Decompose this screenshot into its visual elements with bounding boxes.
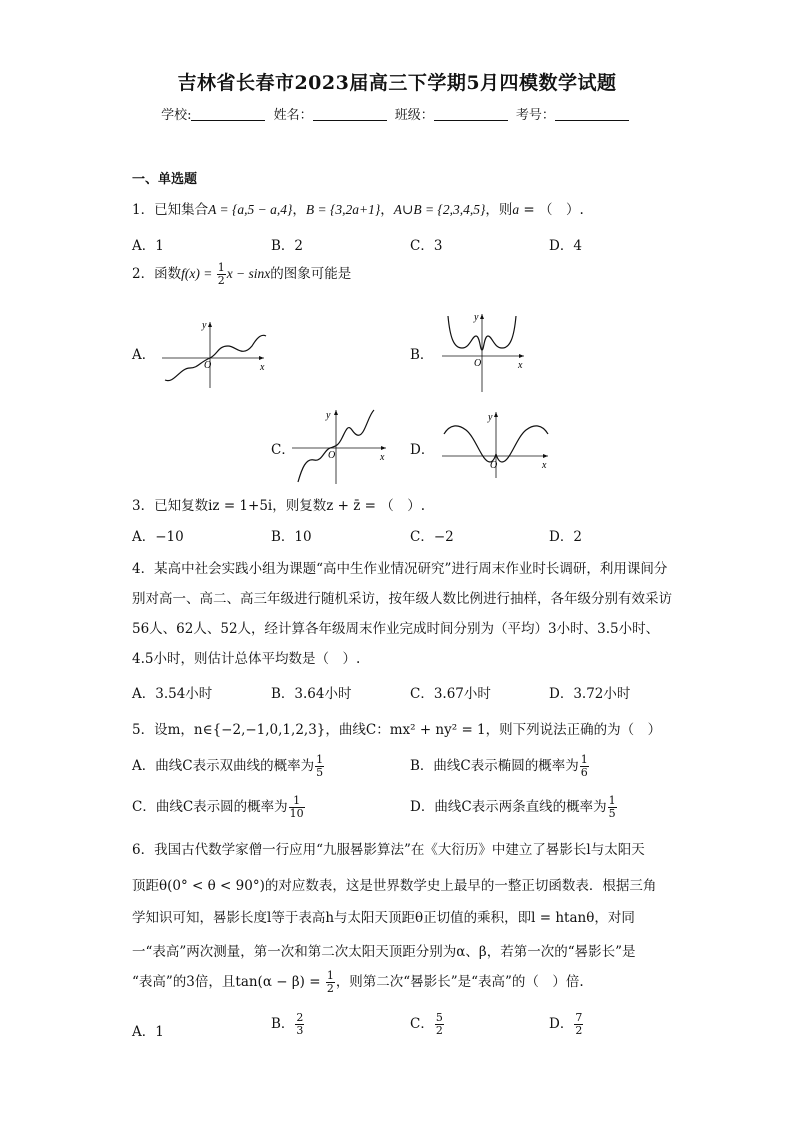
y-arrow-icon [494,412,498,417]
q5-number: 5． [132,722,155,738]
q3-option-d[interactable]: D．2 [549,529,582,545]
q2-option-c-label[interactable]: C． [271,442,295,458]
q2-option-b-label[interactable]: B． [410,347,434,363]
y-label: y [488,412,493,423]
x-label: x [518,360,523,371]
question-6-line-2: 顶距θ(0° < θ < 90°)的对应数表，这是世界数学史上最早的一整正切函数表．根据三角 [132,878,657,894]
q1-option-d[interactable]: D．4 [549,238,582,254]
q5-option-b[interactable] [410,754,590,779]
question-6-line-1 [132,838,645,858]
frac-den: 5 [608,807,616,820]
q4-number: 4． [132,561,155,577]
name-blank[interactable] [313,108,387,121]
q2-option-a-label[interactable]: A． [132,347,156,363]
q1-set-b: B = {3,2a+1} [305,202,381,217]
frac-den: 2 [326,982,334,995]
q2-text-tail: 的图象可能是 [270,266,352,282]
frac-den: 5 [316,766,324,779]
q6-text-tail: ，则第二次“晷影长”是“表高”的（ ）倍. [335,974,584,990]
q5-option-a[interactable] [132,754,325,779]
q2-frac-den: 2 [217,274,225,287]
question-1 [132,198,584,218]
origin-label: O [328,450,336,461]
q3-option-a[interactable]: A．−10 [132,529,184,545]
x-arrow-icon [381,446,386,450]
q1-blank: = （ ）. [519,202,584,218]
q6-option-b-fraction [295,1012,304,1037]
q6-option-b[interactable] [271,1012,305,1037]
frac-num: 2 [296,1011,304,1024]
q2-graph-a[interactable] [160,318,270,390]
frac-num: 7 [575,1011,583,1024]
q4-option-c[interactable]: C．3.67小时 [410,686,491,702]
question-6-line-4: 一“表高”两次测量，第一次和第二次太阳天顶距分别为α、β，若第一次的“晷影长”是 [132,944,636,960]
frac-num: 5 [435,1011,443,1024]
q1-text: 已知集合 [154,202,209,218]
q2-fx: f(x) = [181,266,216,281]
school-blank[interactable] [191,108,265,121]
q6-fraction [326,970,335,995]
q2-fraction [217,262,226,287]
q2-frac-num: 1 [217,261,225,274]
q5-option-c-fraction [289,795,305,820]
question-2 [132,262,351,287]
frac-den: 2 [575,1024,583,1037]
x-label: x [260,362,265,373]
q6-option-b-text: B． [271,1016,295,1032]
q5-option-d[interactable] [410,795,618,820]
q2-expr: x − sinx [226,266,271,281]
q2-graph-d[interactable] [440,410,552,480]
frac-den: 10 [289,807,304,820]
q6-option-d-fraction [574,1012,583,1037]
page-title: 吉林省长春市2023届高三下学期5月四模数学试题 [177,72,617,94]
y-label: y [202,320,207,331]
student-info-line [0,104,794,123]
q1-comma: ， [292,202,306,218]
frac-num: 1 [326,969,334,982]
class-blank[interactable] [434,108,508,121]
frac-den: 2 [435,1024,443,1037]
q1-option-b[interactable]: B．2 [271,238,304,254]
q4-option-b[interactable]: B．3.64小时 [271,686,352,702]
x-arrow-icon [519,354,524,358]
q6-option-d-text: D． [549,1016,574,1032]
q2-graph-b[interactable] [440,312,528,394]
x-arrow-icon [259,356,264,360]
q2-number: 2． [132,266,155,282]
q4-option-d[interactable]: D．3.72小时 [549,686,631,702]
q3-number: 3． [132,498,155,514]
q5-option-d-fraction [608,795,617,820]
frac-den: 6 [580,766,588,779]
y-label: y [474,312,479,323]
q1-number: 1． [132,202,155,218]
q5-option-d-text: D．曲线C表示两条直线的概率为 [410,799,607,815]
question-3 [132,494,425,514]
q3-option-b[interactable]: B．10 [271,529,312,545]
y-arrow-icon [480,314,484,319]
origin-label: O [474,358,482,369]
q3-text: 已知复数iz = 1+5i，则复数z + z̄ = （ ）. [154,498,426,514]
x-label: x [380,452,385,463]
origin-label: O [490,460,498,471]
frac-num: 1 [608,794,616,807]
class-label: 班级： [394,108,434,123]
q4-text: 某高中社会实践小组为课题“高中生作业情况研究”进行周末作业时长调研，利用课间分别对高一、高二、高三年级进行随机采访，按年级人数比例进行抽样，各年级分别有效采访56人、62人、52人，经计算各年级周末作业完成时间分别为（平均）3小时、3.5小时、4.5小时，则估计总体平均数是（ ）. [132,561,672,667]
section-title: 一、单选题 [132,172,198,187]
q5-option-c[interactable] [132,795,306,820]
exam-no-label: 考号： [515,108,555,123]
question-6-line-5 [132,970,584,995]
q4-option-a[interactable]: A．3.54小时 [132,686,213,702]
question-6-line-3: 学知识可知，晷影长度l等于表高h与太阳天顶距θ正切值的乘积，即l = htanθ，对同 [132,910,635,926]
frac-num: 1 [580,753,588,766]
frac-num: 1 [316,753,324,766]
question-4 [132,554,672,674]
q3-option-c[interactable]: C．−2 [410,529,454,545]
frac-num: 1 [289,795,305,808]
q6-option-c-text: C． [410,1016,434,1032]
q6-option-c[interactable] [410,1012,445,1037]
q1-option-a[interactable]: A．1 [132,238,164,254]
q5-option-c-text: C．曲线C表示圆的概率为 [132,799,288,815]
q5-option-b-fraction [580,754,589,779]
q1-comma: ， [380,202,394,218]
x-label: x [542,460,547,471]
q1-set-a: A = {a,5 − a,4} [208,202,293,217]
origin-label: O [204,360,212,371]
q6-number: 6． [132,842,155,858]
x-arrow-icon [543,454,548,458]
y-arrow-icon [334,410,338,415]
q5-text: 设m，n∈{−2,−1,0,1,2,3}，曲线C：mx² + ny² = 1，则下列说法正确的为（ ） [154,722,662,738]
q5-option-b-text: B．曲线C表示椭圆的概率为 [410,758,579,774]
y-label: y [326,410,331,421]
q6-text: 我国古代数学家僧一行应用“九服晷影算法”在《大衍历》中建立了晷影长l与太阳天 [154,842,645,858]
school-label: 学校: [161,108,192,123]
q6-option-c-fraction [435,1012,444,1037]
y-arrow-icon [208,322,212,327]
q1-union: A∪B = {2,3,4,5} [393,202,486,217]
q1-option-c[interactable]: C．3 [410,238,443,254]
q2-option-d-label[interactable]: D． [410,442,435,458]
frac-den: 3 [296,1024,304,1037]
question-5 [132,718,661,738]
q6-option-d[interactable] [549,1012,584,1037]
name-label: 姓名： [273,108,313,123]
q1-tail: ，则 [485,202,513,218]
q6-option-a[interactable]: A．1 [132,1024,164,1040]
q5-option-a-fraction [315,754,324,779]
q2-graph-c[interactable] [290,408,390,486]
q1-var: a [512,202,520,217]
q6-text: “表高”的3倍，且tan(α − β) = [132,974,325,990]
q5-option-a-text: A．曲线C表示双曲线的概率为 [132,758,315,774]
q2-text: 函数 [154,266,182,282]
exam-no-blank[interactable] [555,108,629,121]
